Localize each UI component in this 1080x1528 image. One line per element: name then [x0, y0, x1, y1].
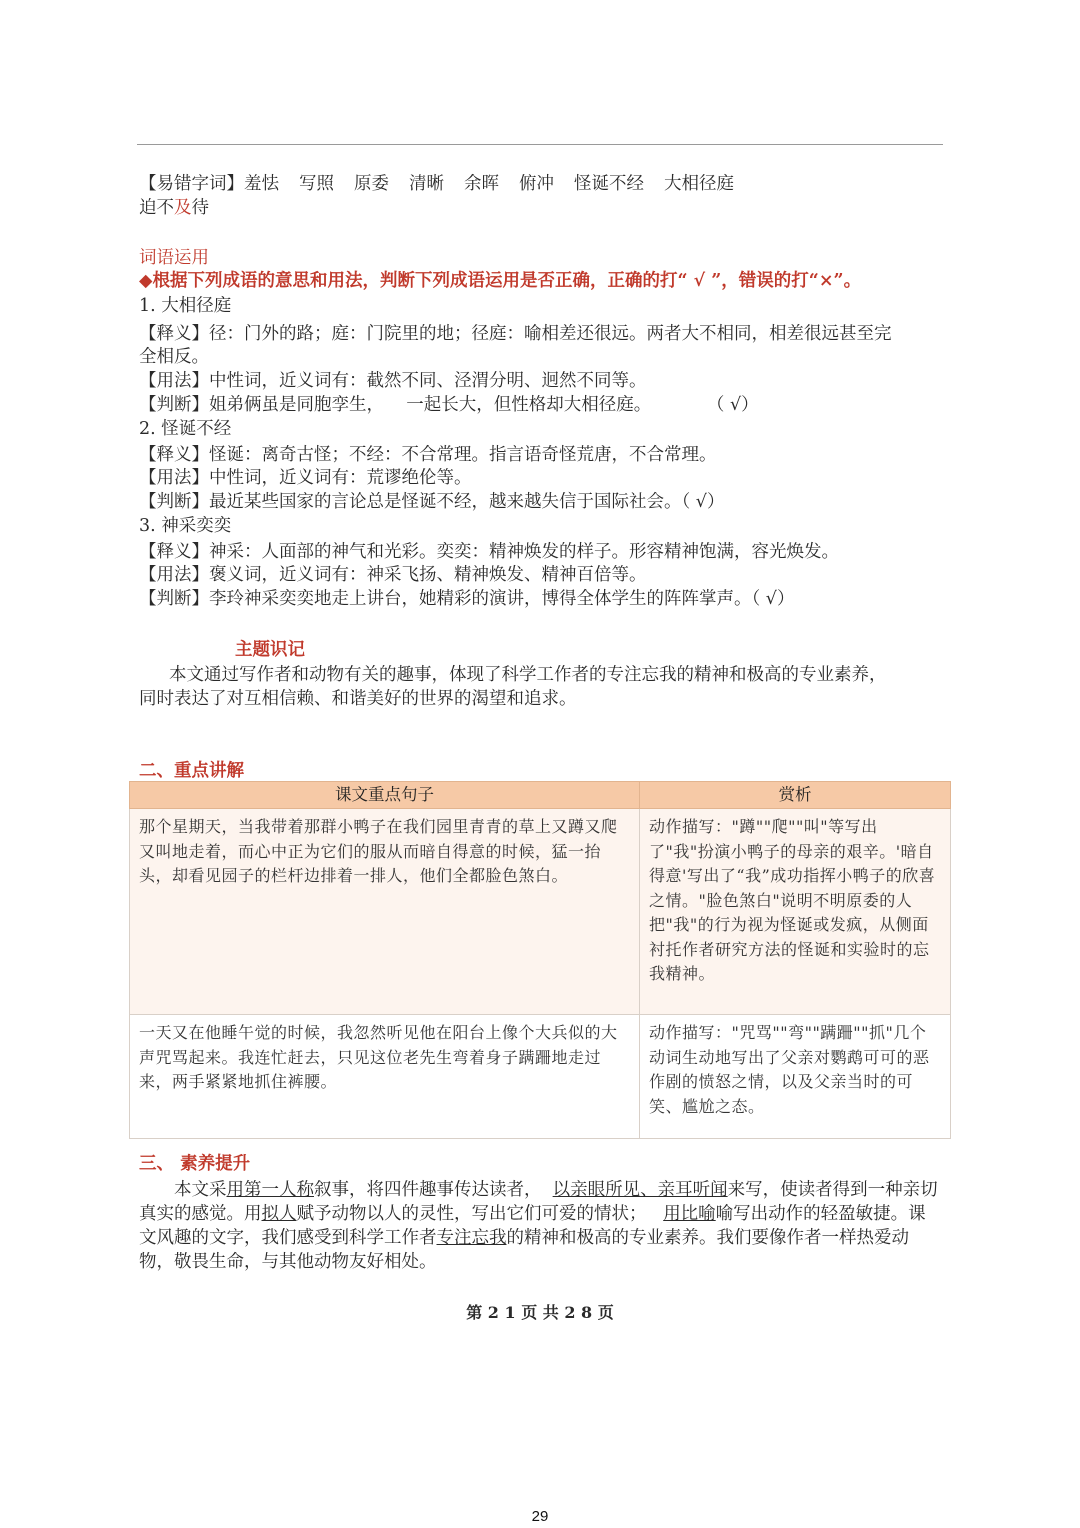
typo-word: 怪诞不经	[574, 174, 644, 194]
typo-words-line	[139, 172, 943, 196]
typo-words-line-2	[139, 196, 943, 220]
idiom-meaning-cont: 全相反。	[139, 347, 209, 367]
idiom-title: 2. 怪诞不经	[139, 419, 232, 439]
improve-underlined: 以亲眼所见、亲耳听闻	[552, 1180, 728, 1200]
improve-text: 叙事，将四件趣事传达读者，	[314, 1180, 553, 1200]
improve-underlined: 拟人	[261, 1204, 297, 1224]
key-points-table	[129, 781, 951, 1139]
table-cell-sentence: 一天又在他睡午觉的时候，我忽然听见他在阳台上像个大兵似的大声咒骂起来。我连忙赶去，只见这位老先生弯着身子蹒跚地走过来，两手紧紧地抓住裤腰。	[130, 1015, 640, 1139]
idiom-usage: 【用法】中性词，近义词有：荒谬绝伦等。	[139, 468, 472, 488]
page-number: 29	[531, 1508, 549, 1525]
idiom-usage: 【用法】褒义词，近义词有：神采飞扬、精神焕发、精神百倍等。	[139, 565, 647, 585]
typo-word-pre: 迫不	[139, 198, 174, 218]
table-header-analysis: 赏析	[640, 782, 951, 809]
improve-underlined: 用比喻	[663, 1204, 716, 1224]
idiom-title: 1. 大相径庭	[139, 296, 232, 316]
idiom-judge: 【判断】李玲神采奕奕地走上讲台，她精彩的演讲，博得全体学生的阵阵掌声。（ √）	[139, 589, 795, 609]
typo-word-post: 待	[191, 198, 209, 218]
idiom-title: 3. 神采奕奕	[139, 516, 232, 536]
improve-paragraph	[139, 1178, 943, 1274]
table-header-row	[130, 782, 951, 809]
improve-text: 用	[244, 1204, 262, 1224]
word-usage-instruction: ◆根据下列成语的意思和用法，判断下列成语运用是否正确，正确的打“ √ ”，错误的打“×”。	[139, 271, 862, 291]
theme-heading: 主题识记	[235, 640, 305, 660]
word-usage-heading: 词语运用	[139, 248, 209, 268]
idiom-judge: 【判断】最近某些国家的言论总是怪诞不经，越来越失信于国际社会。（ √）	[139, 492, 725, 512]
improve-underlined: 用第一人称	[226, 1180, 314, 1200]
improve-text: 的精神和极高的专业素养。我们要像作者一样热爱动物，敬畏生命，与其他动物友好相处。	[139, 1228, 909, 1272]
idiom-meaning: 【释义】神采：人面部的神气和光彩。奕奕：精神焕发的样子。形容精神饱满，容光焕发。	[139, 542, 839, 562]
idiom-meaning: 【释义】怪诞：离奇古怪；不经：不合常理。指言语奇怪荒唐，不合常理。	[139, 445, 717, 465]
table-cell-analysis: 动作描写："咒骂""弯""蹒跚""抓"几个动词生动地写出了父亲对鹦鹉可可的恶作剧的愤怒之情，以及父亲当时的可笑、尴尬之态。	[640, 1015, 951, 1139]
typo-word: 余晖	[464, 174, 499, 194]
typo-words-label: 【易错字词】	[139, 174, 244, 194]
key-points-heading: 二、重点讲解	[139, 761, 244, 781]
typo-word-red-char: 及	[174, 198, 192, 218]
improve-text: 本文采	[174, 1180, 227, 1200]
improve-text: 来写，使读者得到一种亲切真实的感觉。	[139, 1180, 938, 1224]
typo-word: 俯冲	[519, 174, 554, 194]
typo-word: 羞怯	[244, 174, 279, 194]
improve-heading: 三、 素养提升	[139, 1154, 251, 1174]
idiom-usage: 【用法】中性词，近义词有：截然不同、泾渭分明、迥然不同等。	[139, 371, 647, 391]
header-rule	[137, 144, 943, 145]
page-footer: 第 2 1 页 共 2 8 页	[466, 1303, 614, 1322]
typo-word: 大相径庭	[664, 174, 734, 194]
table-row	[130, 1015, 951, 1139]
table-cell-analysis: 动作描写："蹲""爬""叫"等写出了"我"扮演小鸭子的母亲的艰辛。'暗自得意'写出了“我”成功指挥小鸭子的欣喜之情。"脸色煞白"说明不明原委的人把"我"的行为视为怪诞或发疯，从侧面衬托作者研究方法的怪诞和实验时的忘我精神。	[640, 809, 951, 1015]
typo-word: 原委	[354, 174, 389, 194]
improve-underlined: 专注忘我	[436, 1228, 507, 1248]
table-row	[130, 809, 951, 1015]
theme-line-1: 本文通过写作者和动物有关的趣事，体现了科学工作者的专注忘我的精神和极高的专业素养，	[169, 665, 887, 685]
improve-text: 喻写出动作的轻盈敏捷。课文风趣的文字，我们感受到科学工作者	[139, 1204, 926, 1248]
table-cell-sentence: 那个星期天，当我带着那群小鸭子在我们园里青青的草上又蹲又爬又叫地走着，而心中正为它们的服从而暗自得意的时候，猛一抬头，却看见园子的栏杆边排着一排人，他们全都脸色煞白。	[130, 809, 640, 1015]
table-header-sentence: 课文重点句子	[130, 782, 640, 809]
theme-line-2: 同时表达了对互相信赖、和谐美好的世界的渴望和追求。	[139, 689, 577, 709]
idiom-meaning: 【释义】径：门外的路；庭：门院里的地；径庭：喻相差还很远。两者大不相同，相差很远甚至完	[139, 324, 892, 344]
typo-word: 清晰	[409, 174, 444, 194]
typo-word: 写照	[299, 174, 334, 194]
idiom-judge: 【判断】姐弟俩虽是同胞孪生， 一起长大，但性格却大相径庭。 （ √）	[139, 395, 759, 415]
improve-text: 赋予动物以人的灵性，写出它们可爱的情状；	[296, 1204, 664, 1224]
